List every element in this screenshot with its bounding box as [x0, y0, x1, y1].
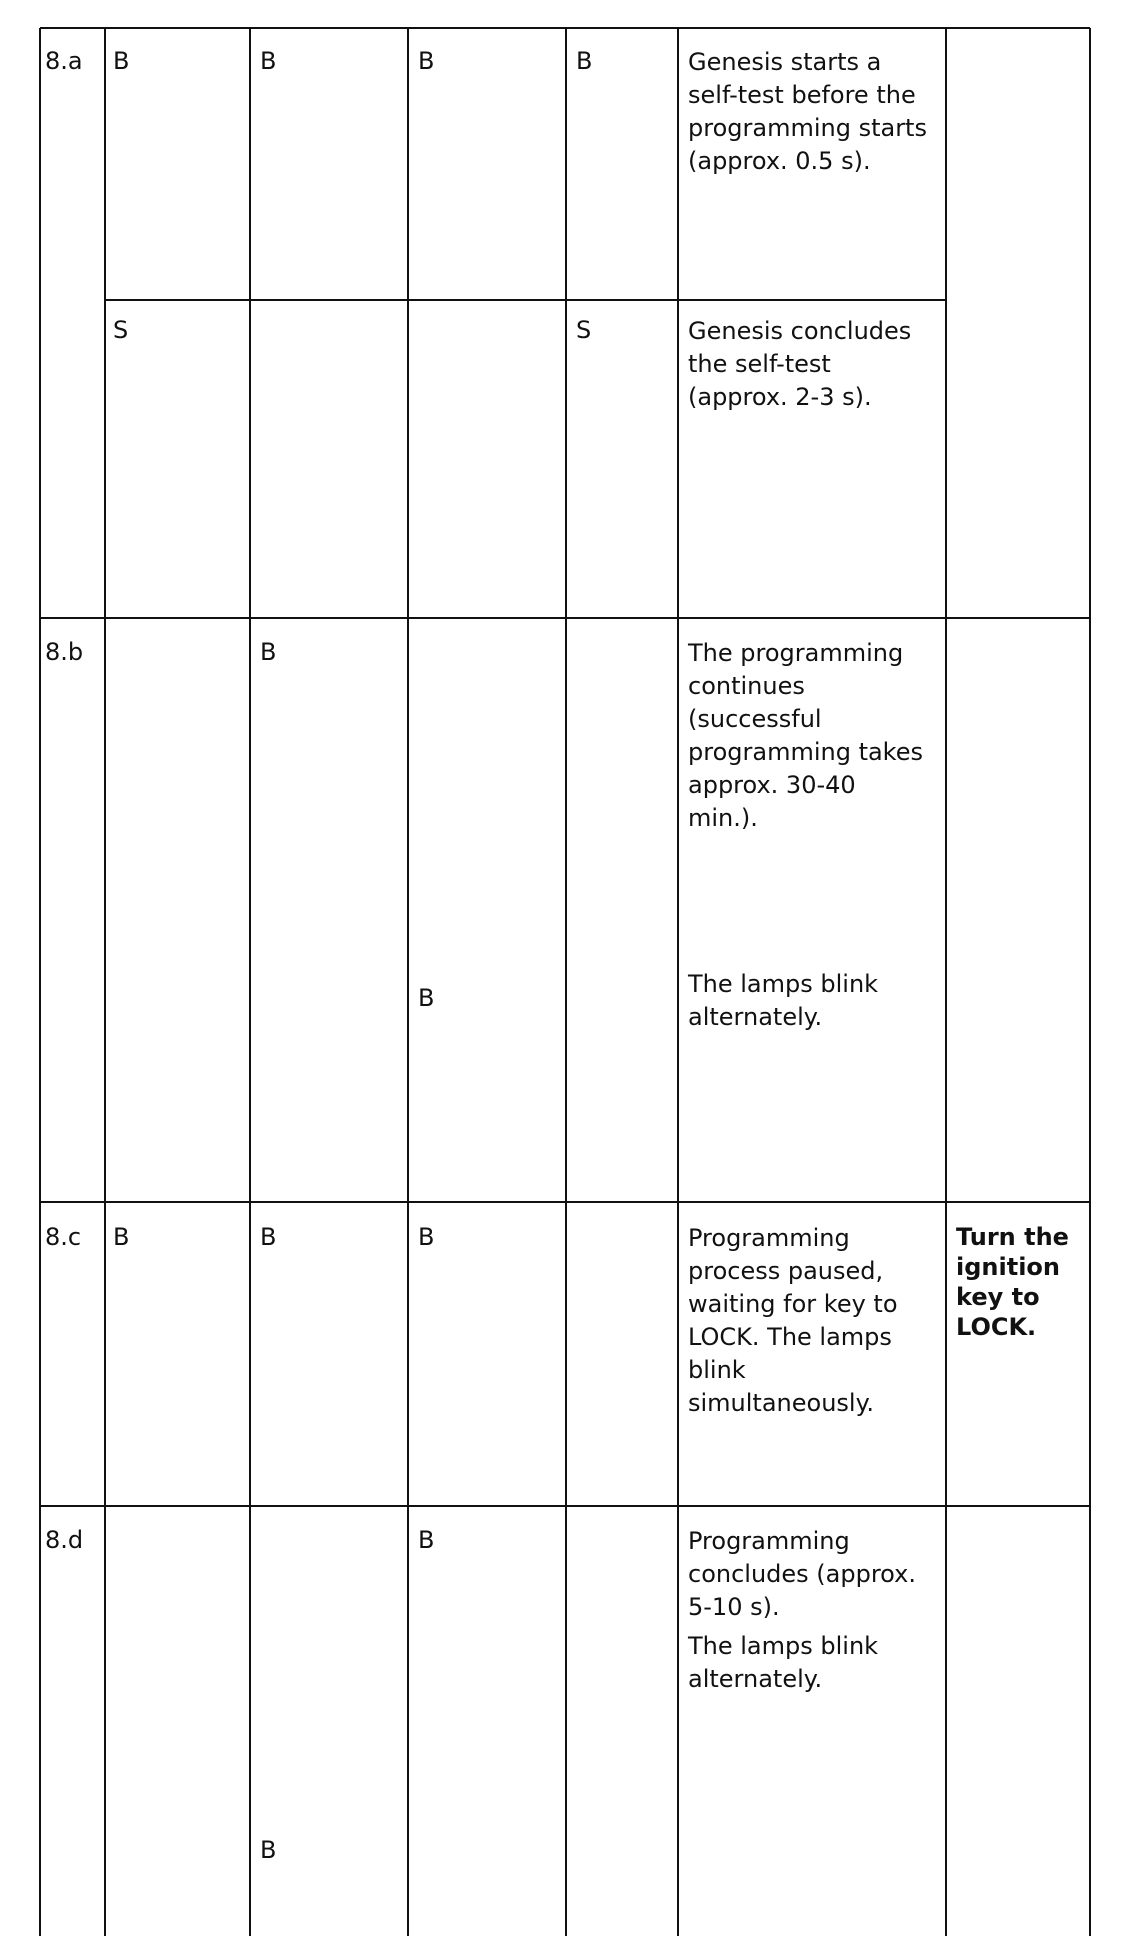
r8a-second-description: Genesis concludes the self-test (approx. 2-3 s).	[688, 317, 912, 411]
step-8d: 8.d	[45, 1526, 84, 1554]
r8a-col3-value: B	[418, 47, 435, 75]
r8b-col3-value: B	[418, 984, 435, 1012]
r8c-col2-value: B	[260, 1223, 277, 1251]
r8a-second-col1-value: S	[113, 316, 129, 344]
r8a-col2-value: B	[260, 47, 277, 75]
step-8a: 8.a	[45, 47, 83, 75]
r8c-col1-value: B	[113, 1223, 130, 1251]
r8b-lamps-note: The lamps blink alternately.	[688, 970, 879, 1031]
r8a-description: Genesis starts a self-test before the programming starts (approx. 0.5 s).	[688, 48, 927, 175]
r8a-second-col4-value: S	[576, 316, 592, 344]
r8b-col2-value: B	[260, 638, 277, 666]
r8a-col1-value: B	[113, 47, 130, 75]
r8d-col2-value: B	[260, 1836, 277, 1864]
r8d-lamps-note: The lamps blink alternately.	[688, 1632, 879, 1693]
r8c-col3-value: B	[418, 1223, 435, 1251]
step-8b: 8.b	[45, 638, 84, 666]
r8c-description: Programming process paused, waiting for key to LOCK. The lamps blink simultaneously.	[688, 1224, 898, 1417]
r8d-description: Programming concludes (approx. 5-10 s).	[688, 1527, 916, 1621]
r8b-description: The programming continues (successful programming takes approx. 30-40 min.).	[688, 639, 923, 832]
r8d-col3-value: B	[418, 1526, 435, 1554]
r8c-action: Turn the ignition key to LOCK.	[956, 1223, 1069, 1341]
step-8c: 8.c	[45, 1223, 82, 1251]
r8a-col4-value: B	[576, 47, 593, 75]
